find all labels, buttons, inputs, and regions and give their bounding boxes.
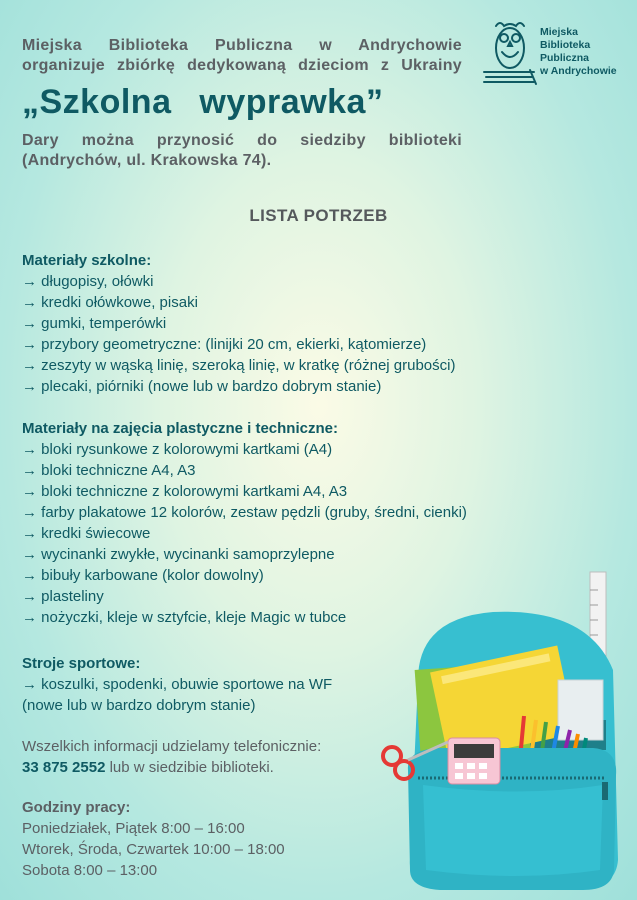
contact-line-2-rest: lub w siedzibie biblioteki. [105, 759, 274, 776]
dropoff-line-1: Dary można przynosić do siedziby biblioteki [22, 132, 462, 149]
backpack-illustration [378, 570, 628, 900]
owl-on-books-icon [480, 18, 540, 88]
organizer-line-1: Miejska Biblioteka Publiczna w Andrychowie [22, 37, 462, 54]
logo-text [540, 26, 635, 78]
hours-line: Poniedziałek, Piątek 8:00 – 16:00 [22, 820, 245, 837]
logo-line: Biblioteka [540, 39, 591, 51]
section-sportswear [22, 653, 402, 716]
list-item: → kredki świecowe [22, 523, 582, 544]
contact-line-2 [22, 757, 422, 778]
list-item: → przybory geometryczne: (linijki 20 cm, ekierki, kątomierze) [22, 334, 582, 355]
hours-line: Sobota 8:00 – 13:00 [22, 862, 158, 879]
section-school-supplies [22, 250, 582, 397]
list-item: → bloki techniczne A4, A3 [22, 460, 582, 481]
list-item: → wycinanki zwykłe, wycinanki samoprzylepne [22, 544, 582, 565]
phone-number: 33 875 2552 [22, 759, 106, 776]
contact-line-1: Wszelkich informacji udzielamy telefonicznie: [22, 738, 322, 755]
hours-heading: Godziny pracy: [22, 799, 131, 816]
list-title: LISTA POTRZEB [249, 206, 388, 225]
list-item: → farby plakatowe 12 kolorów, zestaw pędzli (gruby, średni, cienki) [22, 502, 582, 523]
list-item: → bibuły karbowane (kolor dowolny) [22, 565, 582, 586]
opening-hours [22, 797, 362, 881]
contact-info [22, 736, 422, 778]
section-note: (nowe lub w bardzo dobrym stanie) [22, 697, 256, 714]
section-heading: Materiały na zajęcia plastyczne i techniczne: [22, 420, 338, 437]
logo-line: Publiczna [540, 52, 590, 64]
list-item: → bloki techniczne z kolorowymi kartkami A4, A3 [22, 481, 582, 502]
list-item: → zeszyty w wąską linię, szeroką linię, w kratkę (różnej grubości) [22, 355, 582, 376]
list-item: → bloki rysunkowe z kolorowymi kartkami (A4) [22, 439, 582, 460]
logo-line: w Andrychowie [540, 65, 617, 77]
logo-line: Miejska [540, 26, 578, 38]
dropoff-line-2: (Andrychów, ul. Krakowska 74). [22, 152, 272, 169]
page-title: „Szkolna wyprawka” [22, 83, 384, 121]
list-item: → plecaki, piórniki (nowe lub w bardzo dobrym stanie) [22, 376, 582, 397]
list-item: → koszulki, spodenki, obuwie sportowe na WF [22, 674, 402, 695]
organizer-text [22, 36, 462, 76]
library-logo [480, 18, 630, 88]
dropoff-info [22, 131, 462, 171]
list-item: → długopisy, ołówki [22, 271, 582, 292]
section-heading: Stroje sportowe: [22, 655, 141, 672]
list-item: → nożyczki, kleje w sztyfcie, kleje Magic w tubce [22, 607, 582, 628]
hours-line: Wtorek, Środa, Czwartek 10:00 – 18:00 [22, 841, 285, 858]
organizer-line-2: organizuje zbiórkę dedykowaną dzieciom z Ukrainy [22, 57, 462, 74]
list-item: → kredki ołówkowe, pisaki [22, 292, 582, 313]
section-heading: Materiały szkolne: [22, 252, 152, 269]
list-item: → gumki, temperówki [22, 313, 582, 334]
list-item: → plasteliny [22, 586, 582, 607]
